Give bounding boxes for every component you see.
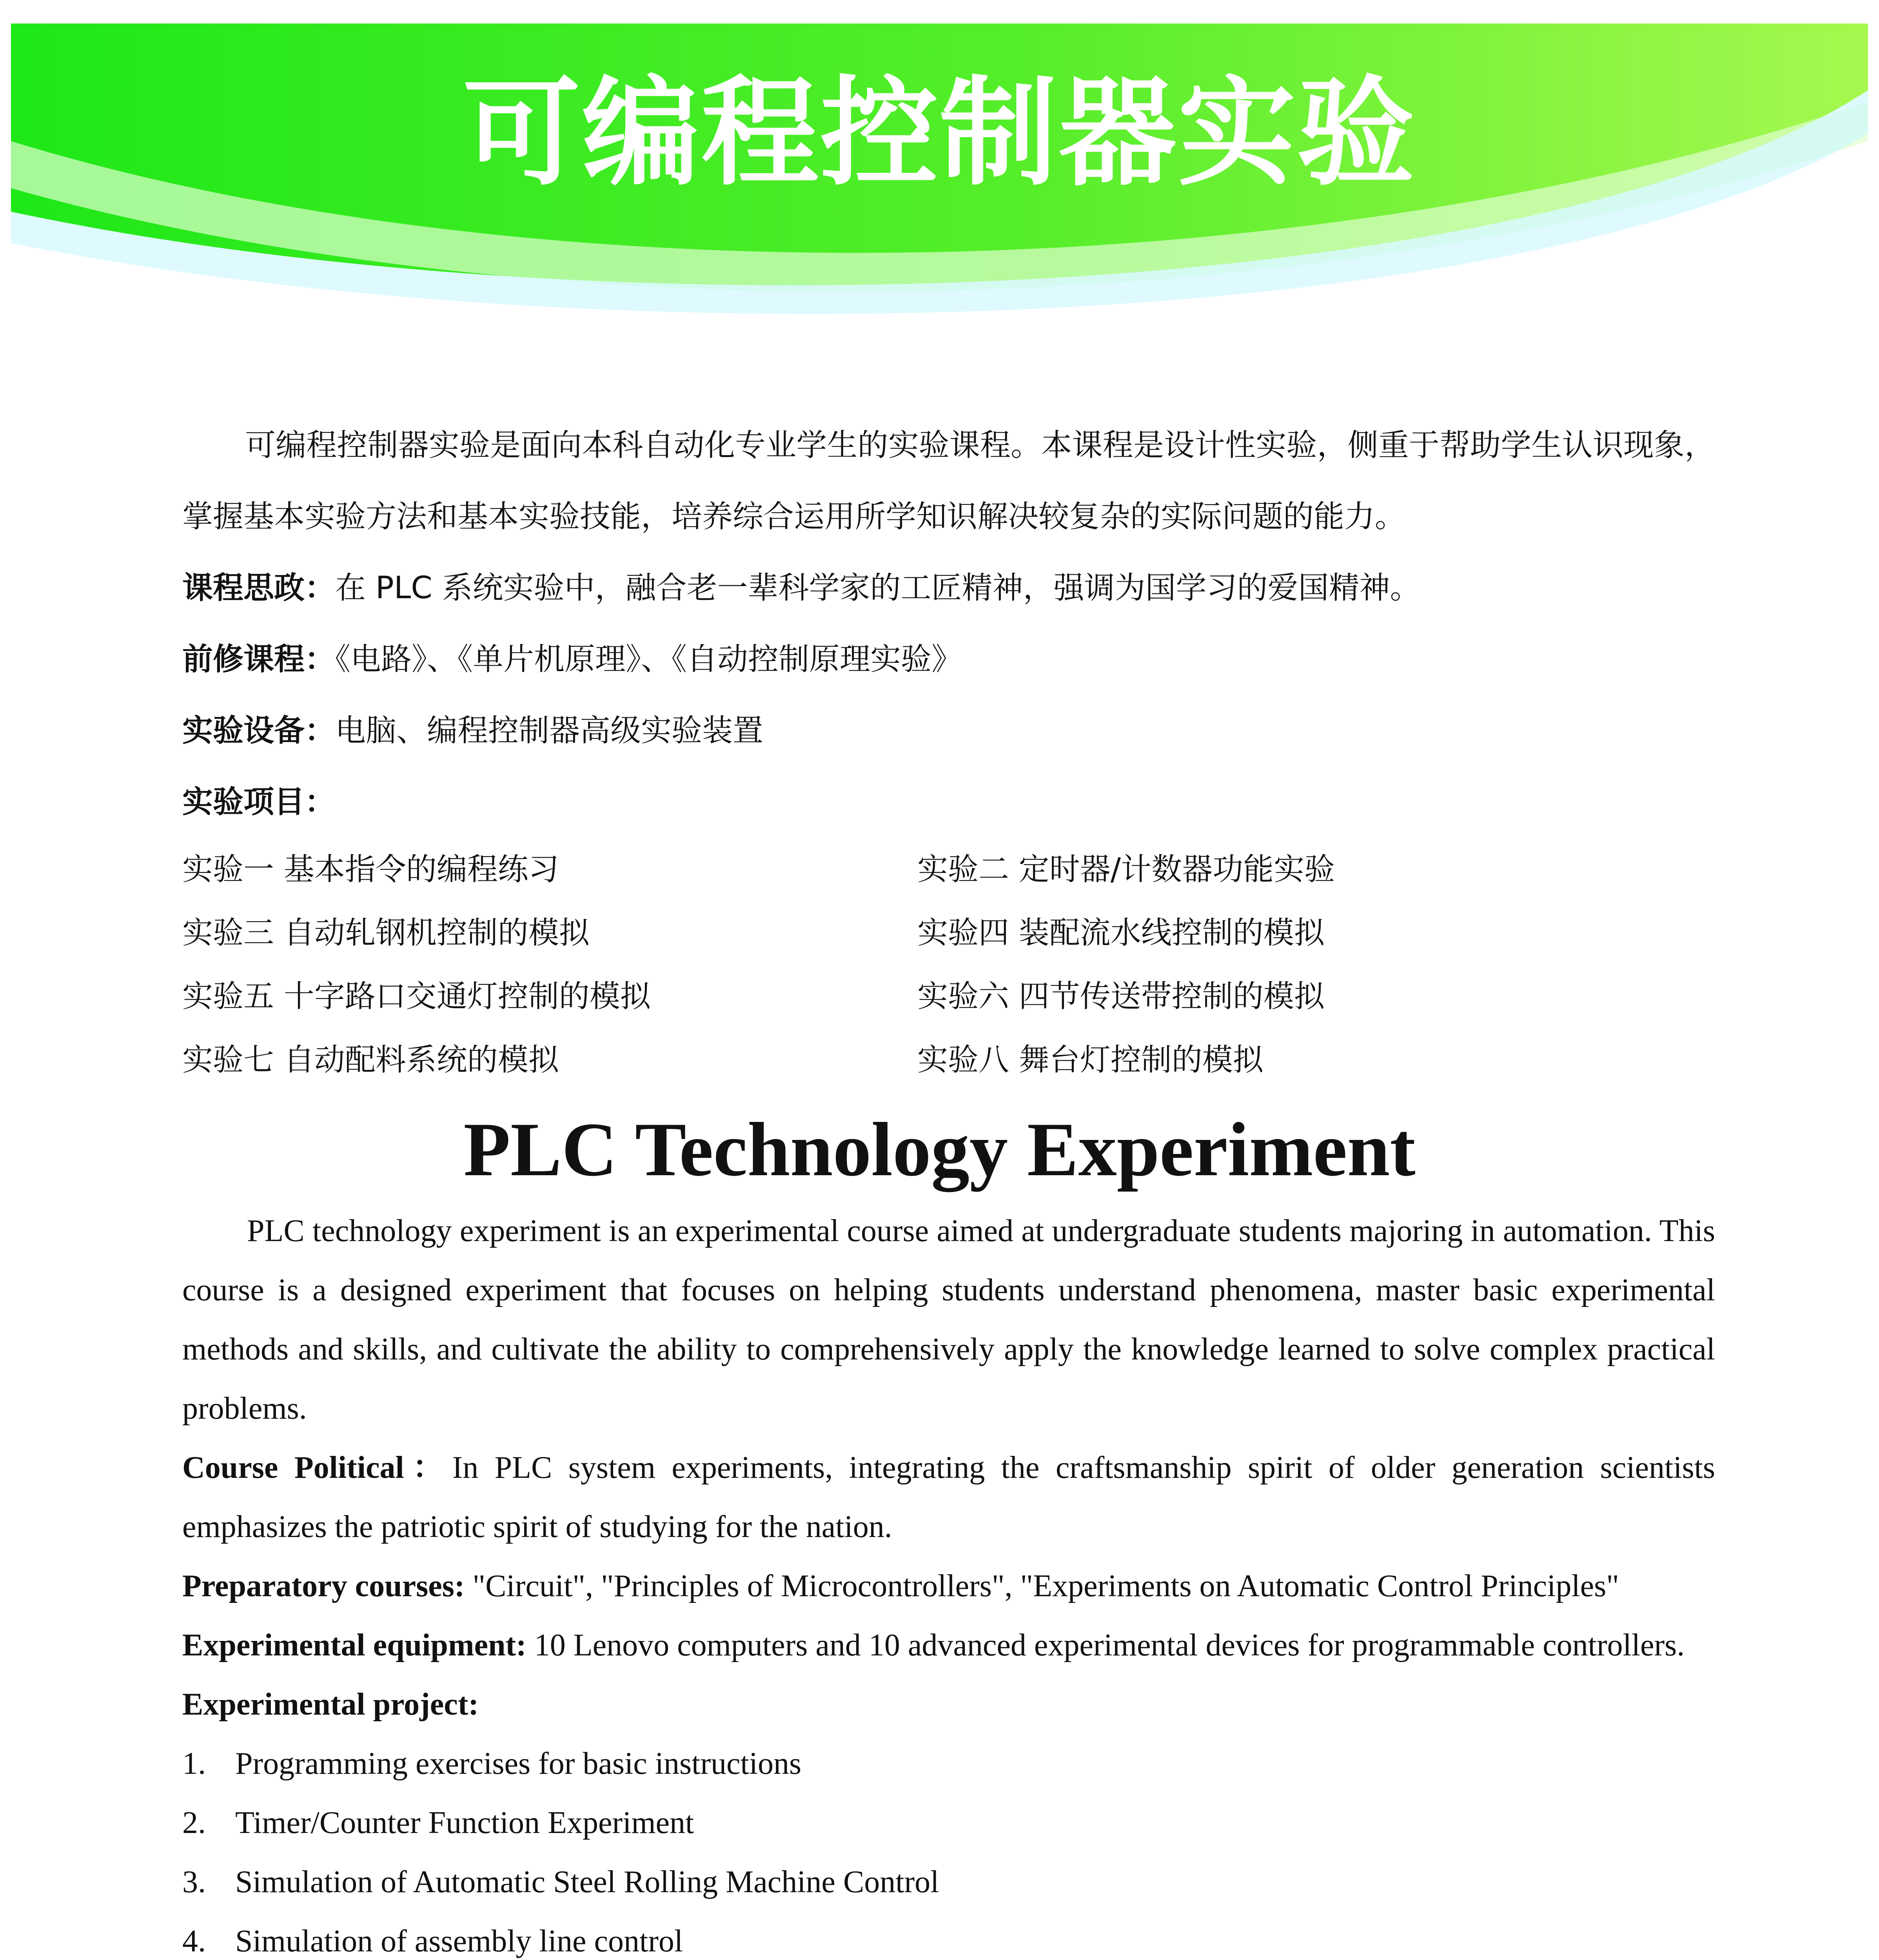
prereq-line bbox=[182, 624, 1715, 695]
political-line bbox=[182, 1438, 1715, 1557]
project-label: Experimental project: bbox=[182, 1687, 479, 1722]
equip-text: 10 Lenovo computers and 10 advanced experimental devices for programmable controllers. bbox=[526, 1628, 1685, 1662]
english-section bbox=[182, 1201, 1715, 1960]
political-text: In PLC system experiments, integrating the craftsmanship spirit of older generation scientists emphasizes the patriotic spirit of studying for the nation. bbox=[182, 1450, 1715, 1544]
project-item: 实验七 自动配料系统的模拟 bbox=[182, 1042, 559, 1078]
list-item: 1. Programming exercises for basic instructions bbox=[182, 1746, 802, 1781]
chinese-section bbox=[182, 410, 1715, 1092]
project-item: 实验五 十字路口交通灯控制的模拟 bbox=[182, 979, 651, 1014]
list-item: 3. Simulation of Automatic Steel Rolling Machine Control bbox=[182, 1865, 939, 1899]
equipment-line bbox=[182, 695, 1715, 766]
prereq-text: 《电路》、《单片机原理》、《自动控制原理实验》 bbox=[335, 642, 962, 677]
prep-text: "Circuit", "Principles of Microcontrollers", "Experiments on Automatic Control Principles" bbox=[465, 1569, 1619, 1603]
project-item: 实验六 四节传送带控制的模拟 bbox=[917, 979, 1325, 1014]
equipment-label: 实验设备： bbox=[182, 713, 336, 748]
politics-line bbox=[182, 552, 1715, 624]
political-label: Course Political： bbox=[182, 1450, 452, 1485]
project-item: 实验二 定时器/计数器功能实验 bbox=[917, 852, 1335, 887]
politics-text: 在 PLC 系统实验中，融合老一辈科学家的工匠精神，强调为国学习的爱国精神。 bbox=[335, 570, 1421, 606]
prereq-label: 前修课程： bbox=[182, 642, 336, 677]
prep-label: Preparatory courses: bbox=[182, 1569, 465, 1603]
project-item: 实验一 基本指令的编程练习 bbox=[182, 852, 559, 887]
list-item: 4. Simulation of assembly line control bbox=[182, 1924, 683, 1958]
poster bbox=[11, 24, 1868, 1960]
chinese-project-grid bbox=[182, 838, 1715, 1092]
chinese-intro: 可编程控制器实验是面向本科自动化专业学生的实验课程。本课程是设计性实验，侧重于帮助学生认识现象，掌握基本实验方法和基本实验技能，培养综合运用所学知识解决较复杂的实际问题的能力。 bbox=[182, 428, 1715, 534]
english-project-list bbox=[182, 1734, 1715, 1960]
equip-line bbox=[182, 1616, 1715, 1675]
project-item: 实验八 舞台灯控制的模拟 bbox=[917, 1042, 1264, 1078]
project-item: 实验三 自动轧钢机控制的模拟 bbox=[182, 915, 590, 951]
english-title: PLC Technology Experiment bbox=[463, 1107, 1416, 1192]
project-item: 实验四 装配流水线控制的模拟 bbox=[917, 915, 1325, 951]
english-intro: PLC technology experiment is an experimental course aimed at undergraduate students majoring in automation. This course is a designed experiment that focuses on helping students understand phenomena, master basic experimental methods and skills, and cultivate the ability to comprehensively apply the knowledge learned to solve complex practical problems. bbox=[182, 1214, 1715, 1426]
equip-label: Experimental equipment: bbox=[182, 1628, 526, 1662]
list-item: 2. Timer/Counter Function Experiment bbox=[182, 1806, 694, 1840]
politics-label: 课程思政： bbox=[182, 570, 336, 606]
prep-line bbox=[182, 1557, 1715, 1616]
equipment-text: 电脑、编程控制器高级实验装置 bbox=[335, 713, 764, 748]
page-title: 可编程控制器实验 bbox=[463, 65, 1416, 201]
projects-label: 实验项目： bbox=[182, 784, 336, 820]
